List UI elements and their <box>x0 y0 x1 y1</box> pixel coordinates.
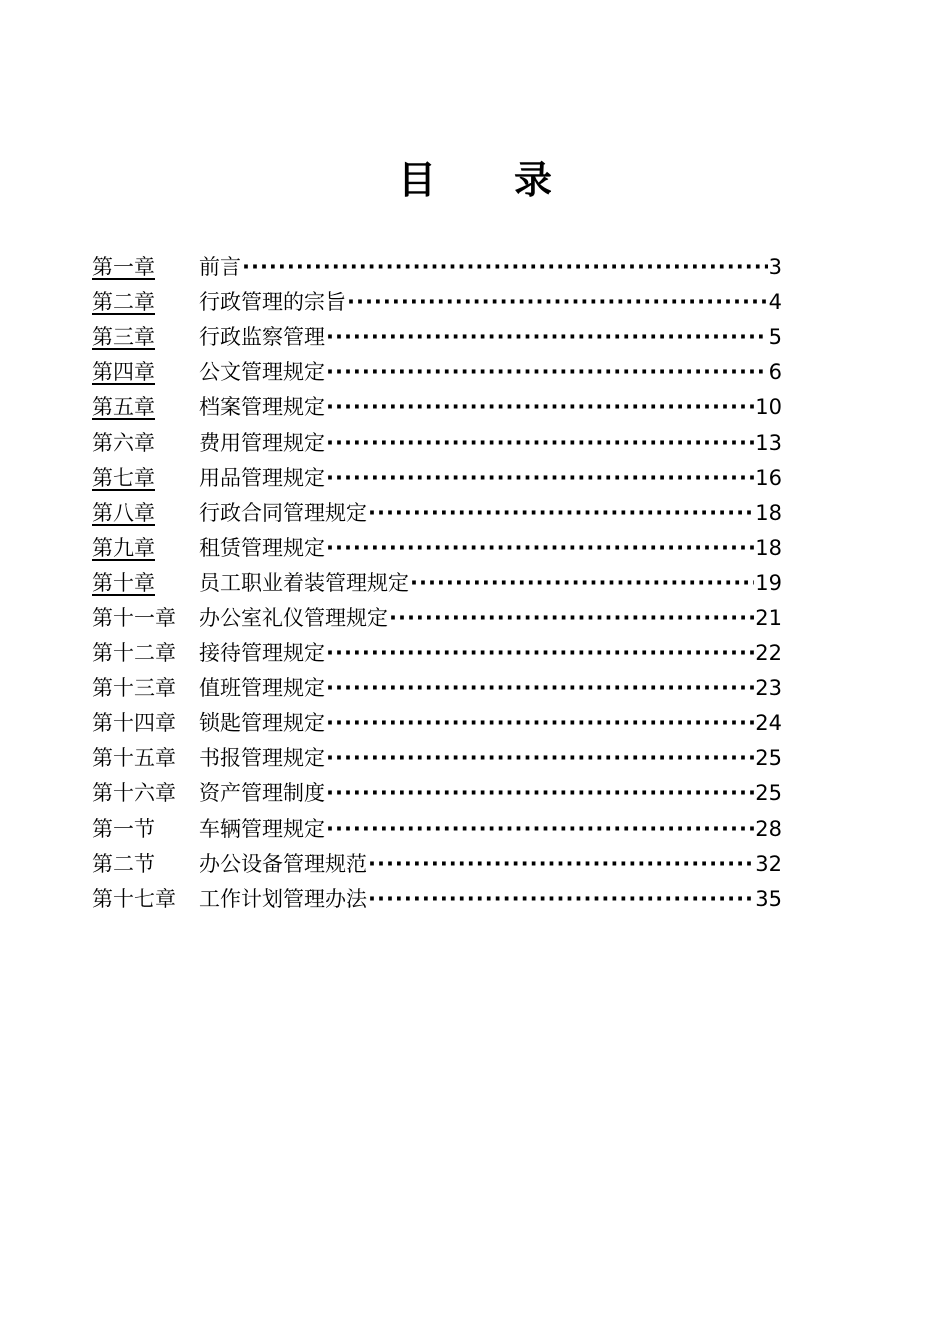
toc-entry-page-number: 13 <box>755 430 782 455</box>
toc-entry[interactable] <box>92 671 782 706</box>
toc-entry-heading: 车辆管理规定 <box>199 816 325 841</box>
toc-entry[interactable] <box>92 566 782 601</box>
toc-entry-label[interactable]: 第五章 <box>92 395 155 420</box>
toc-entry-heading: 工作计划管理办法 <box>199 886 367 911</box>
toc-entry-label: 第十四章 <box>92 711 176 736</box>
toc-entry-label[interactable]: 第十章 <box>92 570 155 595</box>
toc-entry[interactable] <box>92 390 782 425</box>
toc-entry[interactable] <box>92 847 782 882</box>
toc-entry-page-number: 24 <box>755 711 782 736</box>
toc-entry[interactable] <box>92 741 782 776</box>
toc-entry-heading: 行政合同管理规定 <box>199 500 367 525</box>
toc-entry-heading: 档案管理规定 <box>199 395 325 420</box>
toc-entry-page-number: 3 <box>768 255 782 280</box>
toc-title <box>0 146 950 206</box>
toc-dot-leader <box>368 847 754 882</box>
toc-entry-label: 第十六章 <box>92 781 176 806</box>
toc-entry[interactable] <box>92 812 782 847</box>
toc-entry[interactable] <box>92 531 782 566</box>
toc-entry-heading: 办公室礼仪管理规定 <box>199 605 388 630</box>
toc-entry[interactable] <box>92 496 782 531</box>
toc-dot-leader <box>326 636 754 671</box>
toc-entry-page-number: 32 <box>755 851 782 876</box>
toc-entry-heading: 费用管理规定 <box>199 430 325 455</box>
toc-entry-page-number: 18 <box>755 500 782 525</box>
toc-entry-heading: 办公设备管理规范 <box>199 851 367 876</box>
toc-entry-label[interactable]: 第二章 <box>92 290 155 315</box>
toc-entry-page-number: 23 <box>755 676 782 701</box>
toc-entry-page-number: 10 <box>755 395 782 420</box>
toc-dot-leader <box>368 882 754 917</box>
toc-entry-heading: 值班管理规定 <box>199 676 325 701</box>
toc-entry-page-number: 21 <box>755 605 782 630</box>
toc-entry-page-number: 16 <box>755 465 782 490</box>
toc-entry-heading: 行政监察管理 <box>199 325 325 350</box>
toc-entry-page-number: 6 <box>768 360 782 385</box>
toc-dot-leader <box>326 671 754 706</box>
toc-dot-leader <box>242 250 768 285</box>
toc-entry[interactable] <box>92 250 782 285</box>
toc-entry-heading: 行政管理的宗旨 <box>199 290 346 315</box>
toc-dot-leader <box>410 566 754 601</box>
toc-entry[interactable] <box>92 461 782 496</box>
toc-entry-page-number: 4 <box>768 290 782 315</box>
toc-entry-heading: 资产管理制度 <box>199 781 325 806</box>
toc-entry-label: 第六章 <box>92 430 155 455</box>
toc-entry-label[interactable]: 第四章 <box>92 360 155 385</box>
toc-entry-page-number: 35 <box>755 886 782 911</box>
toc-entry-heading: 员工职业着装管理规定 <box>199 570 409 595</box>
toc-entry[interactable] <box>92 776 782 811</box>
toc-entry-page-number: 28 <box>755 816 782 841</box>
toc-entry[interactable] <box>92 355 782 390</box>
toc-entry-heading: 用品管理规定 <box>199 465 325 490</box>
toc-entry-label: 第十五章 <box>92 746 176 771</box>
toc-entry-label[interactable]: 第八章 <box>92 500 155 525</box>
toc-entry-page-number: 5 <box>768 325 782 350</box>
toc-entry-heading: 锁匙管理规定 <box>199 711 325 736</box>
toc-dot-leader <box>326 320 768 355</box>
toc-entry-label: 第一节 <box>92 816 155 841</box>
toc-dot-leader <box>389 601 754 636</box>
toc-entry-label: 第十三章 <box>92 676 176 701</box>
toc-dot-leader <box>326 706 754 741</box>
toc-entry[interactable] <box>92 601 782 636</box>
toc-entry-label[interactable]: 第七章 <box>92 465 155 490</box>
toc-entry-heading: 书报管理规定 <box>199 746 325 771</box>
toc-entry-label: 第十一章 <box>92 605 176 630</box>
toc-entry-heading: 前言 <box>199 255 241 280</box>
toc-dot-leader <box>368 496 754 531</box>
toc-entry-label[interactable]: 第三章 <box>92 325 155 350</box>
toc-entry-page-number: 18 <box>755 535 782 560</box>
toc-entry-heading: 公文管理规定 <box>199 360 325 385</box>
toc-dot-leader <box>326 426 754 461</box>
toc-entry-heading: 租赁管理规定 <box>199 535 325 560</box>
toc-dot-leader <box>326 812 754 847</box>
toc-entry-page-number: 25 <box>755 781 782 806</box>
toc-entry[interactable] <box>92 636 782 671</box>
toc-dot-leader <box>326 355 768 390</box>
toc-entry-label: 第十二章 <box>92 641 176 666</box>
toc-entry-heading: 接待管理规定 <box>199 641 325 666</box>
toc-dot-leader <box>326 741 754 776</box>
toc-entry-label[interactable]: 第九章 <box>92 535 155 560</box>
toc-entry-page-number: 25 <box>755 746 782 771</box>
toc-title-char-1: 目 <box>397 157 436 202</box>
toc-entry[interactable] <box>92 882 782 917</box>
toc-entry-page-number: 19 <box>755 570 782 595</box>
toc-entry[interactable] <box>92 320 782 355</box>
toc-dot-leader <box>326 390 754 425</box>
toc-list <box>92 250 782 917</box>
toc-entry-label[interactable]: 第一章 <box>92 255 155 280</box>
toc-entry[interactable] <box>92 285 782 320</box>
toc-entry-page-number: 22 <box>755 641 782 666</box>
toc-entry-label: 第二节 <box>92 851 155 876</box>
toc-dot-leader <box>326 776 754 811</box>
toc-dot-leader <box>326 531 754 566</box>
toc-entry[interactable] <box>92 706 782 741</box>
toc-entry[interactable] <box>92 425 782 460</box>
toc-dot-leader <box>347 285 768 320</box>
toc-dot-leader <box>326 461 754 496</box>
toc-title-char-2: 录 <box>514 157 553 202</box>
toc-entry-label: 第十七章 <box>92 886 176 911</box>
